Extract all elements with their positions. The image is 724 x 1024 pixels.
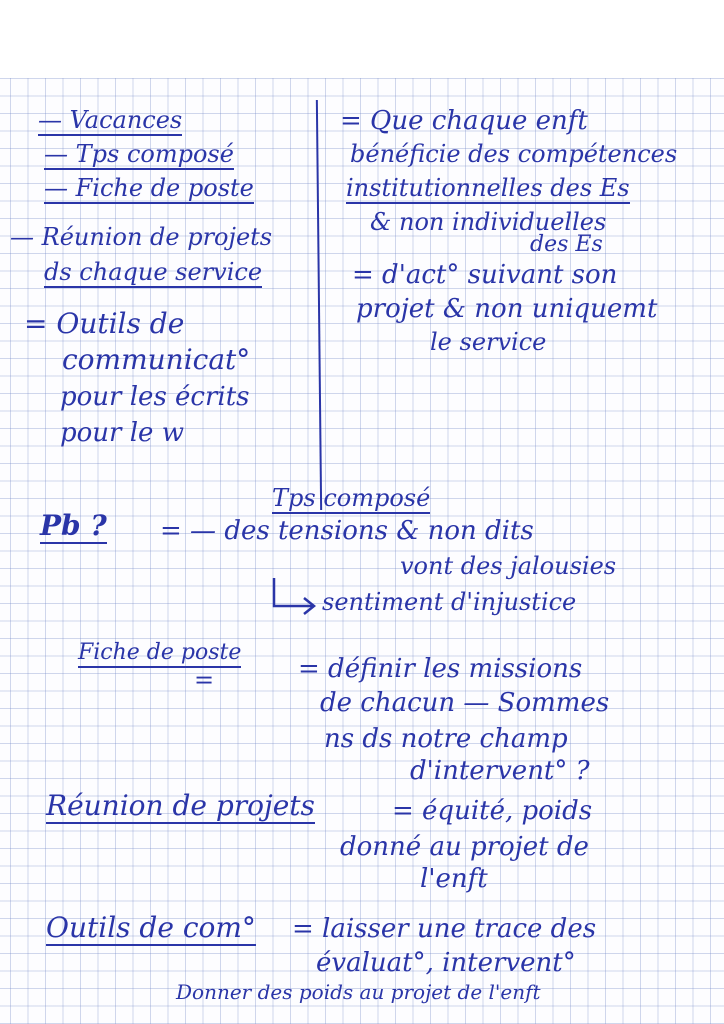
right-item-3: institutionnelles des Es — [346, 174, 630, 202]
outils-line-3: Donner des poids au projet de l'enft — [176, 980, 541, 1004]
tps-line-2: vont des jalousies — [400, 552, 617, 580]
reunion-line-3: l'enft — [420, 864, 488, 894]
right-item-4: & non individuelles — [370, 208, 607, 236]
reunion-heading: Réunion de projets — [46, 789, 315, 822]
outils-line-2: évaluat°, intervent° — [316, 948, 576, 978]
reunion-line-1: = équité, poids — [392, 796, 593, 826]
fiche-equals: = — [194, 666, 215, 694]
right-item-6: = d'act° suivant son — [352, 260, 618, 290]
left-item-reunion-service: ds chaque service — [44, 258, 263, 286]
left-item-communication: communicat° — [62, 343, 251, 376]
outils-line-1: = laisser une trace des — [292, 914, 597, 944]
left-item-reunion-projets: — Réunion de projets — [10, 223, 273, 251]
fiche-line-2: de chacun — Sommes — [320, 688, 610, 718]
right-item-2: bénéficie des compétences — [350, 140, 678, 168]
left-item-outils: = Outils de — [24, 307, 185, 340]
fiche-line-1: = définir les missions — [298, 654, 583, 684]
arrow-icon — [268, 576, 318, 616]
tps-line-3: sentiment d'injustice — [322, 588, 577, 616]
outils-heading: Outils de com° — [46, 911, 256, 944]
fiche-line-4: d'intervent° ? — [410, 756, 590, 786]
left-item-tps-compose: — Tps composé — [44, 140, 234, 168]
left-item-fiche-poste: — Fiche de poste — [44, 174, 254, 202]
right-item-8: le service — [430, 328, 547, 356]
right-item-7: projet & non uniquemt — [356, 294, 658, 324]
left-item-ecrits: pour les écrits — [60, 382, 250, 412]
left-item-w: pour le w — [60, 418, 184, 448]
fiche-line-3: ns ds notre champ — [324, 724, 568, 754]
tps-line-1: = — des tensions & non dits — [160, 516, 534, 546]
right-item-5: des Es — [530, 232, 603, 257]
tps-heading: Tps composé — [272, 484, 431, 512]
reunion-line-2: donné au projet de — [340, 832, 589, 862]
right-item-1: = Que chaque enft — [340, 106, 588, 136]
top-margin — [0, 0, 724, 78]
fiche-heading: Fiche de poste — [78, 642, 241, 668]
tps-question: Pb ? — [40, 509, 107, 542]
left-item-vacances: — Vacances — [38, 106, 183, 134]
